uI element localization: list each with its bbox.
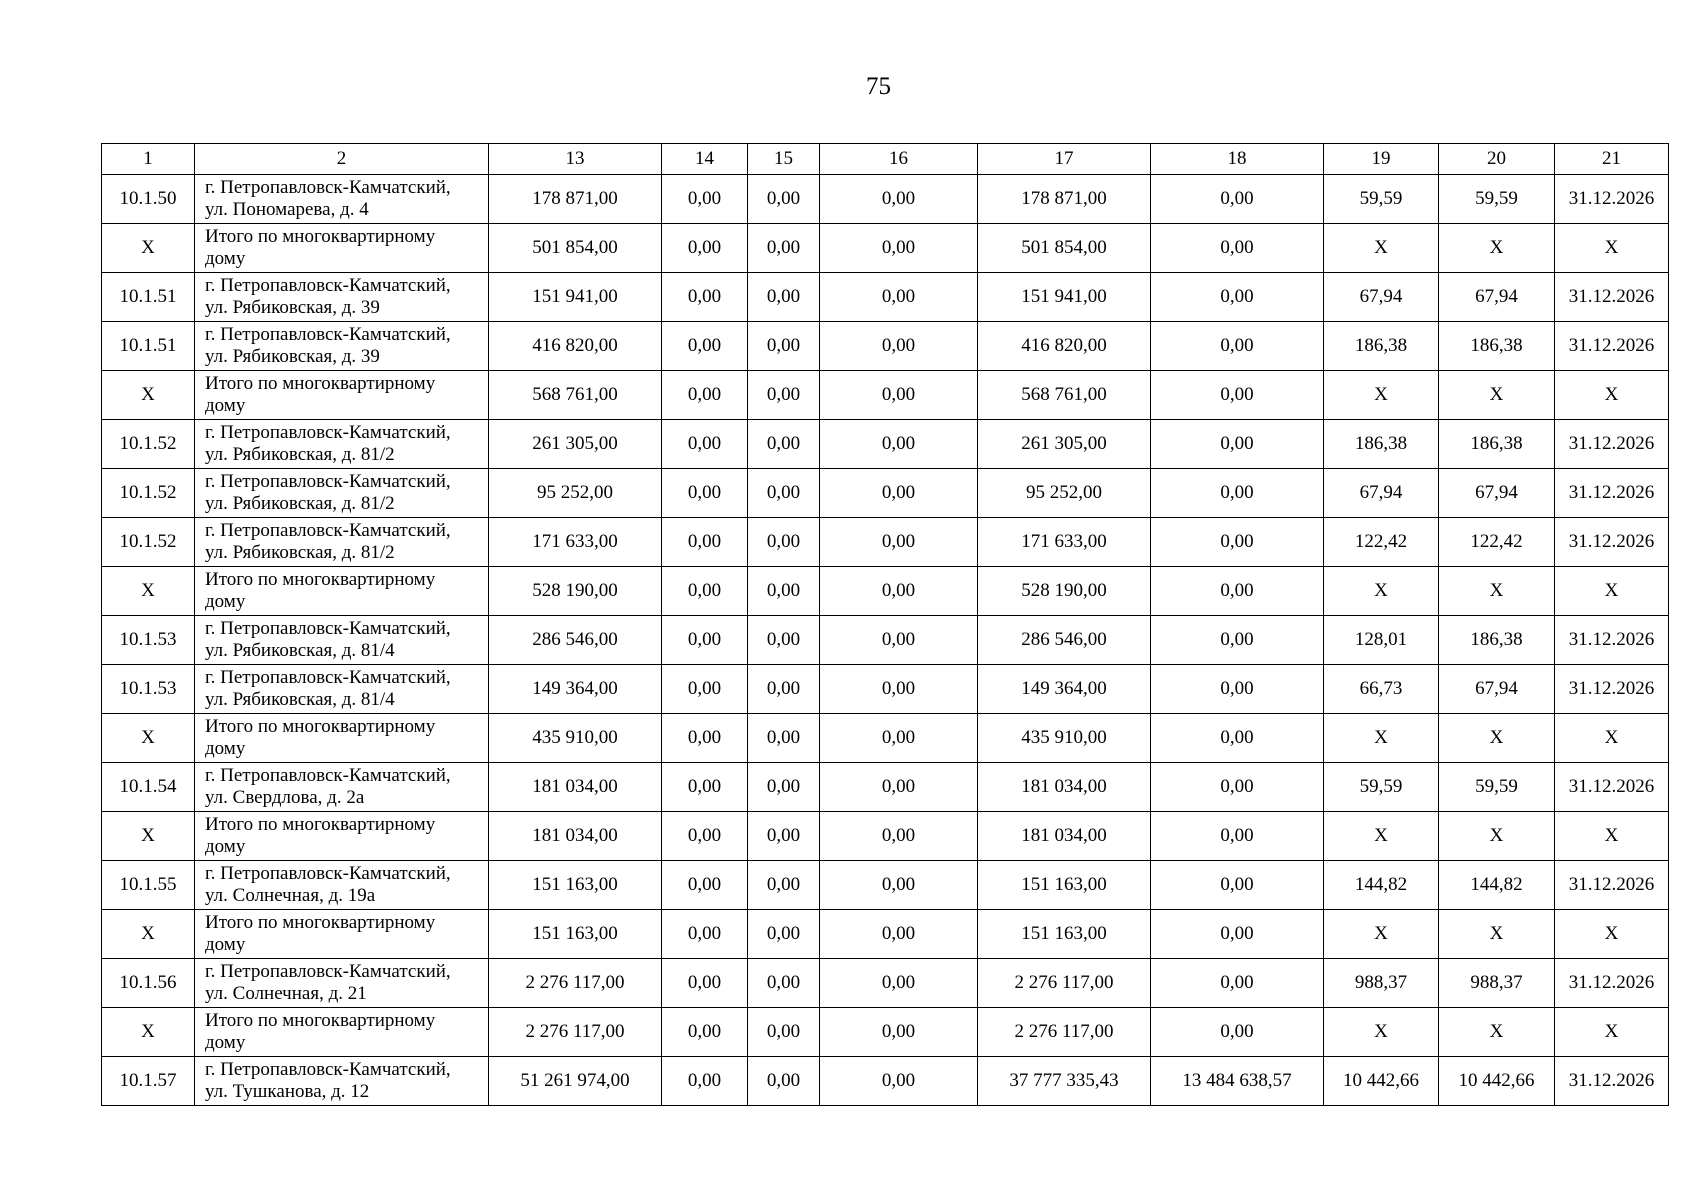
table-cell: 501 854,00: [489, 224, 662, 273]
table-cell: 0,00: [662, 371, 748, 420]
table-cell: 31.12.2026: [1555, 175, 1669, 224]
table-cell: 0,00: [1151, 763, 1324, 812]
table-cell: 59,59: [1439, 763, 1555, 812]
table-cell: 59,59: [1324, 175, 1439, 224]
table-cell: 51 261 974,00: [489, 1057, 662, 1106]
table-cell: X: [1439, 567, 1555, 616]
table-cell: 122,42: [1324, 518, 1439, 567]
table-cell: X: [1555, 910, 1669, 959]
address-line: ул. Рябиковская, д. 81/2: [205, 542, 395, 563]
table-cell: 0,00: [662, 567, 748, 616]
table-cell: 31.12.2026: [1555, 273, 1669, 322]
address-line: ул. Рябиковская, д. 81/2: [205, 493, 395, 514]
table-cell: 0,00: [820, 910, 978, 959]
table-cell: 10 442,66: [1324, 1057, 1439, 1106]
table-cell: 0,00: [748, 518, 820, 567]
address-line: дому: [205, 395, 246, 416]
address-line: дому: [205, 738, 246, 759]
table-row: [102, 616, 1669, 665]
table-cell: 0,00: [748, 567, 820, 616]
column-header-11: 21: [1555, 144, 1669, 175]
address-line: г. Петропавловск-Камчатский,: [205, 275, 451, 296]
address-cell: [195, 763, 489, 812]
table-cell: 10.1.55: [102, 861, 195, 910]
table-row: [102, 910, 1669, 959]
table-cell: 0,00: [1151, 812, 1324, 861]
table-row: [102, 812, 1669, 861]
address-line: г. Петропавловск-Камчатский,: [205, 324, 451, 345]
table-cell: 0,00: [820, 959, 978, 1008]
table-row: [102, 861, 1669, 910]
table-cell: X: [1439, 371, 1555, 420]
address-line: г. Петропавловск-Камчатский,: [205, 520, 451, 541]
table-row: [102, 322, 1669, 371]
table-cell: X: [1555, 371, 1669, 420]
table-cell: X: [102, 224, 195, 273]
table-cell: X: [1439, 714, 1555, 763]
table-cell: 988,37: [1324, 959, 1439, 1008]
table-cell: 59,59: [1324, 763, 1439, 812]
table-cell: 0,00: [662, 224, 748, 273]
table-cell: 186,38: [1439, 322, 1555, 371]
address-cell: [195, 371, 489, 420]
table-cell: 0,00: [748, 371, 820, 420]
table-cell: X: [1324, 224, 1439, 273]
table-cell: X: [1324, 714, 1439, 763]
table-cell: 0,00: [662, 518, 748, 567]
address-cell: [195, 518, 489, 567]
header-row: [102, 144, 1669, 175]
address-line: ул. Свердлова, д. 2а: [205, 787, 365, 808]
table-cell: 10.1.54: [102, 763, 195, 812]
table-cell: 37 777 335,43: [978, 1057, 1151, 1106]
table-cell: 0,00: [820, 812, 978, 861]
table-cell: 181 034,00: [489, 812, 662, 861]
table-row: [102, 1057, 1669, 1106]
address-cell: [195, 224, 489, 273]
table-cell: 0,00: [820, 371, 978, 420]
table-cell: 144,82: [1324, 861, 1439, 910]
table-row: [102, 175, 1669, 224]
column-header-10: 20: [1439, 144, 1555, 175]
table-cell: 435 910,00: [489, 714, 662, 763]
table-cell: 0,00: [662, 273, 748, 322]
table-cell: 31.12.2026: [1555, 420, 1669, 469]
table-cell: 0,00: [820, 1008, 978, 1057]
table-cell: 0,00: [748, 224, 820, 273]
address-line: ул. Тушканова, д. 12: [205, 1081, 370, 1102]
table-cell: 0,00: [662, 763, 748, 812]
table-cell: 181 034,00: [978, 812, 1151, 861]
table-cell: 0,00: [1151, 959, 1324, 1008]
table-cell: X: [102, 910, 195, 959]
table-cell: 0,00: [662, 665, 748, 714]
table-cell: 0,00: [1151, 420, 1324, 469]
table-cell: 568 761,00: [489, 371, 662, 420]
table-cell: 0,00: [820, 273, 978, 322]
table-cell: 186,38: [1324, 322, 1439, 371]
column-header-6: 16: [820, 144, 978, 175]
table-cell: 186,38: [1439, 616, 1555, 665]
address-line: г. Петропавловск-Камчатский,: [205, 765, 451, 786]
table-cell: 59,59: [1439, 175, 1555, 224]
table-cell: 0,00: [748, 812, 820, 861]
address-cell: [195, 420, 489, 469]
address-line: дому: [205, 591, 246, 612]
table-cell: 0,00: [820, 861, 978, 910]
table-cell: 67,94: [1324, 273, 1439, 322]
table-cell: 128,01: [1324, 616, 1439, 665]
table-cell: X: [1555, 224, 1669, 273]
address-cell: [195, 861, 489, 910]
table-cell: X: [1555, 1008, 1669, 1057]
address-line: ул. Рябиковская, д. 81/2: [205, 444, 395, 465]
table-cell: 0,00: [1151, 371, 1324, 420]
table-cell: 0,00: [748, 1057, 820, 1106]
table-cell: 0,00: [662, 420, 748, 469]
table-cell: 0,00: [748, 420, 820, 469]
address-line: ул. Рябиковская, д. 81/4: [205, 640, 395, 661]
address-cell: [195, 273, 489, 322]
table-cell: 416 820,00: [489, 322, 662, 371]
column-header-3: 13: [489, 144, 662, 175]
table-cell: 10.1.52: [102, 420, 195, 469]
address-line: дому: [205, 836, 246, 857]
table-cell: 0,00: [1151, 322, 1324, 371]
table-cell: 10.1.57: [102, 1057, 195, 1106]
table-cell: X: [1324, 567, 1439, 616]
address-cell: [195, 567, 489, 616]
table-cell: 0,00: [748, 273, 820, 322]
table-cell: 528 190,00: [978, 567, 1151, 616]
address-cell: [195, 812, 489, 861]
column-header-1: 1: [102, 144, 195, 175]
data-table: [101, 143, 1669, 1106]
table-row: [102, 763, 1669, 812]
address-line: Итого по многоквартирному: [205, 226, 436, 247]
table-cell: 122,42: [1439, 518, 1555, 567]
table-cell: X: [102, 714, 195, 763]
table-row: [102, 469, 1669, 518]
address-line: г. Петропавловск-Камчатский,: [205, 667, 451, 688]
table-cell: X: [102, 1008, 195, 1057]
address-line: г. Петропавловск-Камчатский,: [205, 863, 451, 884]
table-cell: 181 034,00: [489, 763, 662, 812]
table-row: [102, 567, 1669, 616]
table-cell: 0,00: [748, 861, 820, 910]
table-cell: 10.1.52: [102, 518, 195, 567]
table-cell: 10.1.51: [102, 322, 195, 371]
table-cell: 10.1.52: [102, 469, 195, 518]
table-cell: 31.12.2026: [1555, 616, 1669, 665]
table-cell: 0,00: [748, 763, 820, 812]
address-cell: [195, 910, 489, 959]
address-cell: [195, 959, 489, 1008]
table-cell: 261 305,00: [978, 420, 1151, 469]
table-cell: 416 820,00: [978, 322, 1151, 371]
table-cell: 178 871,00: [978, 175, 1151, 224]
table-cell: 171 633,00: [978, 518, 1151, 567]
table-cell: 0,00: [820, 322, 978, 371]
table-cell: 2 276 117,00: [978, 959, 1151, 1008]
table-cell: X: [1324, 812, 1439, 861]
table-cell: 0,00: [748, 714, 820, 763]
table-cell: 0,00: [662, 959, 748, 1008]
address-line: г. Петропавловск-Камчатский,: [205, 177, 451, 198]
column-header-7: 17: [978, 144, 1151, 175]
table-cell: 0,00: [748, 616, 820, 665]
table-cell: 151 163,00: [489, 910, 662, 959]
column-header-4: 14: [662, 144, 748, 175]
table-cell: 0,00: [662, 910, 748, 959]
address-line: Итого по многоквартирному: [205, 569, 436, 590]
table-cell: 13 484 638,57: [1151, 1057, 1324, 1106]
table-cell: 0,00: [662, 1008, 748, 1057]
address-line: дому: [205, 1032, 246, 1053]
address-cell: [195, 469, 489, 518]
address-line: Итого по многоквартирному: [205, 912, 436, 933]
table-cell: X: [1324, 910, 1439, 959]
table-cell: 0,00: [1151, 910, 1324, 959]
address-line: Итого по многоквартирному: [205, 716, 436, 737]
column-header-8: 18: [1151, 144, 1324, 175]
table-cell: 31.12.2026: [1555, 861, 1669, 910]
table-cell: 286 546,00: [978, 616, 1151, 665]
table-cell: X: [1324, 371, 1439, 420]
table-cell: 151 163,00: [978, 910, 1151, 959]
column-header-9: 19: [1324, 144, 1439, 175]
table-cell: 0,00: [820, 420, 978, 469]
address-line: г. Петропавловск-Камчатский,: [205, 1059, 451, 1080]
table-cell: X: [1555, 567, 1669, 616]
table-cell: 0,00: [1151, 175, 1324, 224]
table-cell: 0,00: [748, 469, 820, 518]
table-cell: 186,38: [1439, 420, 1555, 469]
table-cell: 568 761,00: [978, 371, 1151, 420]
table-cell: 0,00: [820, 567, 978, 616]
table-cell: 67,94: [1439, 469, 1555, 518]
address-line: ул. Рябиковская, д. 39: [205, 346, 380, 367]
table-cell: 0,00: [820, 763, 978, 812]
address-line: г. Петропавловск-Камчатский,: [205, 618, 451, 639]
table-cell: 286 546,00: [489, 616, 662, 665]
table-cell: X: [102, 371, 195, 420]
table-cell: X: [102, 567, 195, 616]
table-cell: 0,00: [662, 616, 748, 665]
address-line: Итого по многоквартирному: [205, 373, 436, 394]
table-cell: 171 633,00: [489, 518, 662, 567]
table-cell: 0,00: [820, 175, 978, 224]
table-cell: 149 364,00: [978, 665, 1151, 714]
table-cell: 151 941,00: [978, 273, 1151, 322]
table-cell: 0,00: [1151, 861, 1324, 910]
table-row: [102, 371, 1669, 420]
table-cell: 10.1.50: [102, 175, 195, 224]
table-cell: X: [1439, 1008, 1555, 1057]
page-number: 75: [866, 73, 891, 100]
address-line: г. Петропавловск-Камчатский,: [205, 471, 451, 492]
table-cell: 178 871,00: [489, 175, 662, 224]
table-cell: 0,00: [820, 714, 978, 763]
table-cell: 31.12.2026: [1555, 469, 1669, 518]
table-cell: 0,00: [662, 175, 748, 224]
table-cell: 0,00: [748, 959, 820, 1008]
table-cell: 10.1.53: [102, 616, 195, 665]
table-cell: 2 276 117,00: [489, 959, 662, 1008]
table-cell: 0,00: [820, 1057, 978, 1106]
column-header-5: 15: [748, 144, 820, 175]
table-cell: 0,00: [662, 1057, 748, 1106]
table-cell: 31.12.2026: [1555, 1057, 1669, 1106]
table-cell: 0,00: [1151, 469, 1324, 518]
address-line: ул. Пономарева, д. 4: [205, 199, 369, 220]
table-cell: 0,00: [1151, 616, 1324, 665]
table-cell: 31.12.2026: [1555, 959, 1669, 1008]
table-cell: 0,00: [820, 665, 978, 714]
table-cell: 0,00: [662, 861, 748, 910]
table-cell: 31.12.2026: [1555, 763, 1669, 812]
address-line: г. Петропавловск-Камчатский,: [205, 961, 451, 982]
table-cell: 66,73: [1324, 665, 1439, 714]
table-cell: 0,00: [1151, 1008, 1324, 1057]
table-cell: X: [1439, 224, 1555, 273]
address-line: ул. Солнечная, д. 21: [205, 983, 367, 1004]
table-cell: 0,00: [1151, 273, 1324, 322]
table-cell: 0,00: [748, 175, 820, 224]
address-cell: [195, 665, 489, 714]
table-row: [102, 420, 1669, 469]
table-row: [102, 224, 1669, 273]
table-row: [102, 273, 1669, 322]
address-cell: [195, 1008, 489, 1057]
address-cell: [195, 616, 489, 665]
table-cell: 2 276 117,00: [978, 1008, 1151, 1057]
table-cell: 10.1.56: [102, 959, 195, 1008]
table-row: [102, 959, 1669, 1008]
table-cell: X: [1324, 1008, 1439, 1057]
table-cell: 528 190,00: [489, 567, 662, 616]
table-cell: 67,94: [1439, 665, 1555, 714]
table-body: [102, 175, 1669, 1106]
address-cell: [195, 175, 489, 224]
table-cell: 0,00: [820, 224, 978, 273]
table-cell: 0,00: [748, 322, 820, 371]
address-line: ул. Солнечная, д. 19а: [205, 885, 376, 906]
table-cell: 435 910,00: [978, 714, 1151, 763]
table-cell: 0,00: [1151, 518, 1324, 567]
column-header-2: 2: [195, 144, 489, 175]
table-cell: 151 163,00: [489, 861, 662, 910]
table-cell: 0,00: [820, 616, 978, 665]
table-cell: X: [1439, 910, 1555, 959]
address-cell: [195, 714, 489, 763]
table-cell: X: [1555, 714, 1669, 763]
table-cell: 31.12.2026: [1555, 518, 1669, 567]
address-line: Итого по многоквартирному: [205, 814, 436, 835]
table-cell: 144,82: [1439, 861, 1555, 910]
table-cell: 10.1.51: [102, 273, 195, 322]
table-cell: 501 854,00: [978, 224, 1151, 273]
table-cell: 67,94: [1439, 273, 1555, 322]
table-cell: 181 034,00: [978, 763, 1151, 812]
table-cell: 10.1.53: [102, 665, 195, 714]
table-cell: 95 252,00: [489, 469, 662, 518]
table-row: [102, 714, 1669, 763]
table-cell: 0,00: [662, 714, 748, 763]
table-cell: 0,00: [662, 812, 748, 861]
table-cell: 151 941,00: [489, 273, 662, 322]
table-cell: X: [1555, 812, 1669, 861]
address-cell: [195, 1057, 489, 1106]
table-cell: 0,00: [748, 910, 820, 959]
table-cell: 0,00: [820, 518, 978, 567]
address-line: Итого по многоквартирному: [205, 1010, 436, 1031]
table-cell: 95 252,00: [978, 469, 1151, 518]
table-cell: 0,00: [748, 1008, 820, 1057]
table-cell: X: [1439, 812, 1555, 861]
table-cell: 2 276 117,00: [489, 1008, 662, 1057]
table-cell: 31.12.2026: [1555, 322, 1669, 371]
address-line: ул. Рябиковская, д. 39: [205, 297, 380, 318]
table-cell: 261 305,00: [489, 420, 662, 469]
address-line: ул. Рябиковская, д. 81/4: [205, 689, 395, 710]
table-cell: X: [102, 812, 195, 861]
table-cell: 0,00: [1151, 714, 1324, 763]
table-row: [102, 1008, 1669, 1057]
table-cell: 988,37: [1439, 959, 1555, 1008]
address-cell: [195, 322, 489, 371]
table-cell: 0,00: [1151, 567, 1324, 616]
table-cell: 149 364,00: [489, 665, 662, 714]
address-line: г. Петропавловск-Камчатский,: [205, 422, 451, 443]
table-cell: 10 442,66: [1439, 1057, 1555, 1106]
table-cell: 0,00: [1151, 665, 1324, 714]
address-line: дому: [205, 248, 246, 269]
table-cell: 186,38: [1324, 420, 1439, 469]
table-cell: 151 163,00: [978, 861, 1151, 910]
table-cell: 0,00: [1151, 224, 1324, 273]
table-cell: 31.12.2026: [1555, 665, 1669, 714]
table-cell: 0,00: [662, 469, 748, 518]
table-cell: 0,00: [748, 665, 820, 714]
table-cell: 67,94: [1324, 469, 1439, 518]
table-row: [102, 518, 1669, 567]
table-row: [102, 665, 1669, 714]
address-line: дому: [205, 934, 246, 955]
table-cell: 0,00: [662, 322, 748, 371]
table-cell: 0,00: [820, 469, 978, 518]
